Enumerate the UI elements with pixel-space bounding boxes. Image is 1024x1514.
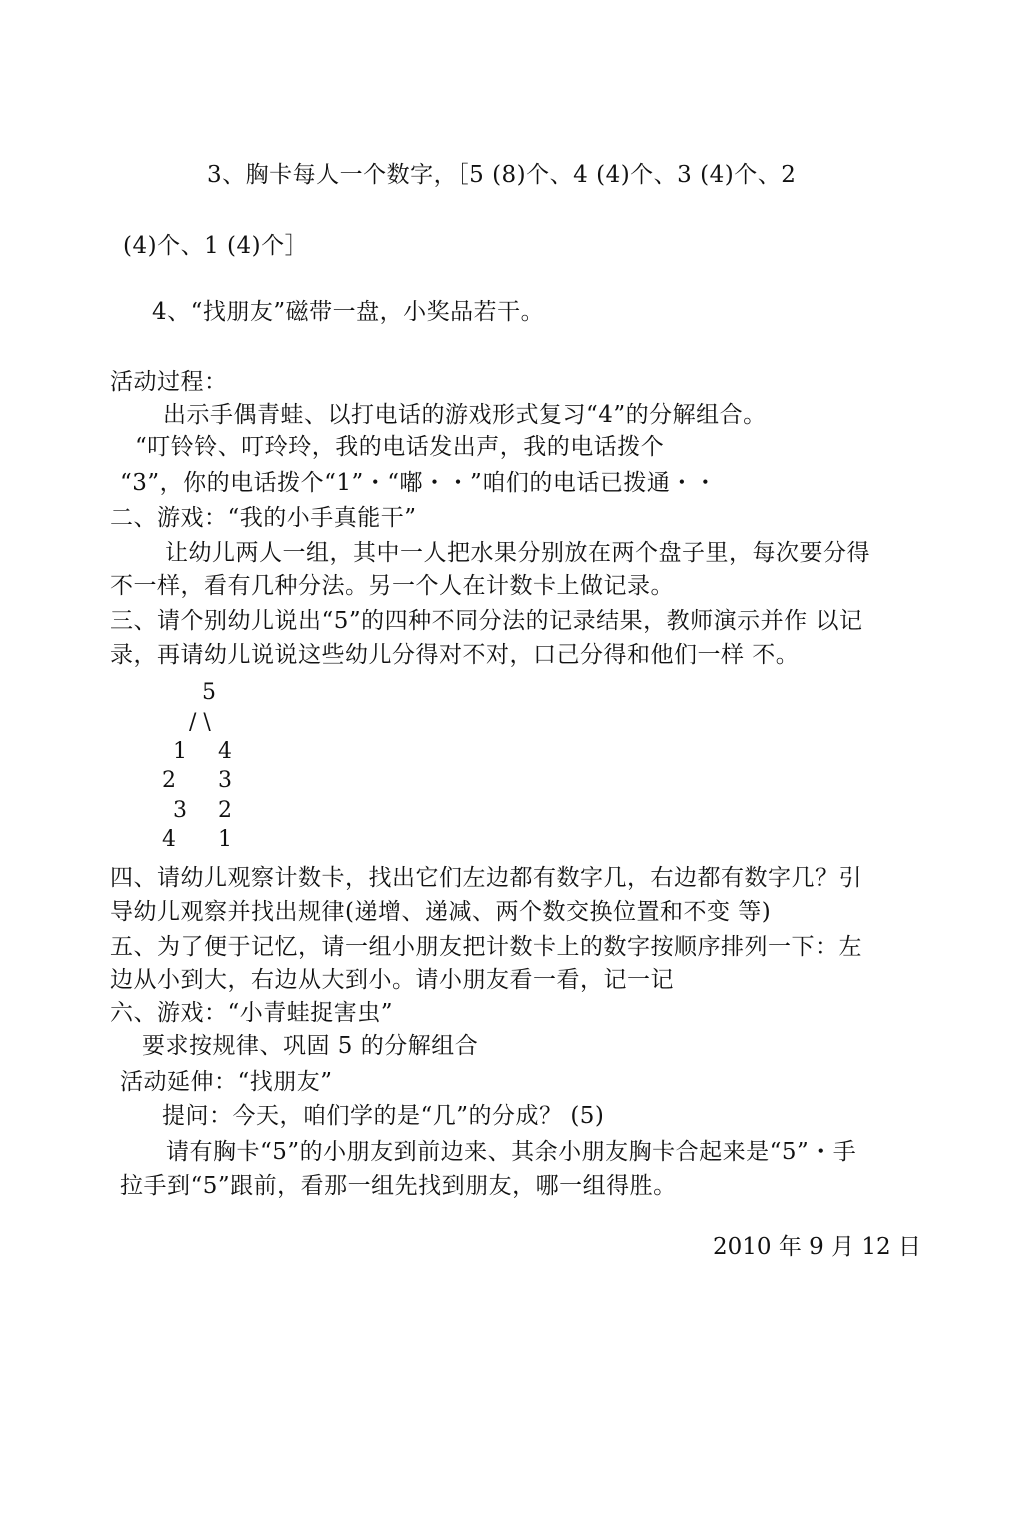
step-2-heading: 二、游戏：“我的小手真能干” xyxy=(110,505,417,531)
extension-question: 提问：今天，咱们学的是“几”的分成？ (5) xyxy=(162,1103,605,1129)
step-5-line-2: 边从小到大，右边从大到小。请小朋友看一看，记一记 xyxy=(110,967,674,993)
step-6-line: 要求按规律、巩固 5 的分解组合 xyxy=(142,1033,479,1059)
step-4-line-2: 导幼儿观察并找出规律(递增、递减、两个数交换位置和不变 等) xyxy=(110,899,772,925)
step-2-line-1: 让幼儿两人一组，其中一人把水果分别放在两个盘子里，每次要分得 xyxy=(165,540,870,566)
document-date: 2010 年 9 月 12 日 xyxy=(713,1234,921,1260)
extension-line-1: 请有胸卡“5”的小朋友到前边来、其余小朋友胸卡合起来是“5”・手 xyxy=(166,1139,857,1165)
step-5-line-1: 五、为了便于记忆，请一组小朋友把计数卡上的数字按顺序排列一下：左 xyxy=(110,934,862,960)
decomposition-row-3-right: 2 xyxy=(218,798,232,823)
step-3-line-2: 录，再请幼儿说说这些幼儿分得对不对，口己分得和他们一样 不。 xyxy=(110,642,800,668)
step-2-line-2: 不一样，看有几种分法。另一个人在计数卡上做记录。 xyxy=(110,573,674,599)
step-4-line-1: 四、请幼儿观察计数卡，找出它们左边都有数字几，右边都有数字几？引 xyxy=(110,865,862,891)
process-heading: 活动过程： xyxy=(110,369,228,395)
decomposition-row-2-right: 3 xyxy=(218,768,232,793)
material-item-3-line-1: 3、胸卡每人一个数字，［5 (8)个、4 (4)个、3 (4)个、2 xyxy=(207,162,797,188)
step-6-heading: 六、游戏：“小青蛙捉害虫” xyxy=(110,1000,394,1026)
material-item-4: 4、“找朋友”磁带一盘，小奖品若干。 xyxy=(152,299,545,325)
material-item-3-line-2: (4)个、1 (4)个］ xyxy=(123,233,309,259)
decomposition-row-3-left: 3 xyxy=(173,798,187,823)
decomposition-row-4-right: 1 xyxy=(218,827,232,852)
step-1-chant-line-2: “3”，你的电话拨个“1”・“嘟・・”咱们的电话已拨通・・ xyxy=(120,470,718,496)
decomposition-row-4-left: 4 xyxy=(162,827,176,852)
extension-line-2: 拉手到“5”跟前，看那一组先找到朋友，哪一组得胜。 xyxy=(120,1173,677,1199)
extension-heading: 活动延伸：“找朋友” xyxy=(120,1069,333,1095)
decomposition-branches: / \ xyxy=(189,710,211,735)
step-1-chant-line-1: “叮铃铃、叮玲玲，我的电话发出声，我的电话拨个 xyxy=(135,434,665,460)
step-1-intro: 出示手偶青蛙、以打电话的游戏形式复习“4”的分解组合。 xyxy=(163,402,767,428)
decomposition-row-2-left: 2 xyxy=(162,768,176,793)
step-3-line-1: 三、请个别幼儿说出“5”的四种不同分法的记录结果，教师演示并作 以记 xyxy=(110,608,863,634)
decomposition-total: 5 xyxy=(202,680,216,705)
decomposition-row-1-right: 4 xyxy=(218,739,232,764)
decomposition-row-1-left: 1 xyxy=(173,739,187,764)
